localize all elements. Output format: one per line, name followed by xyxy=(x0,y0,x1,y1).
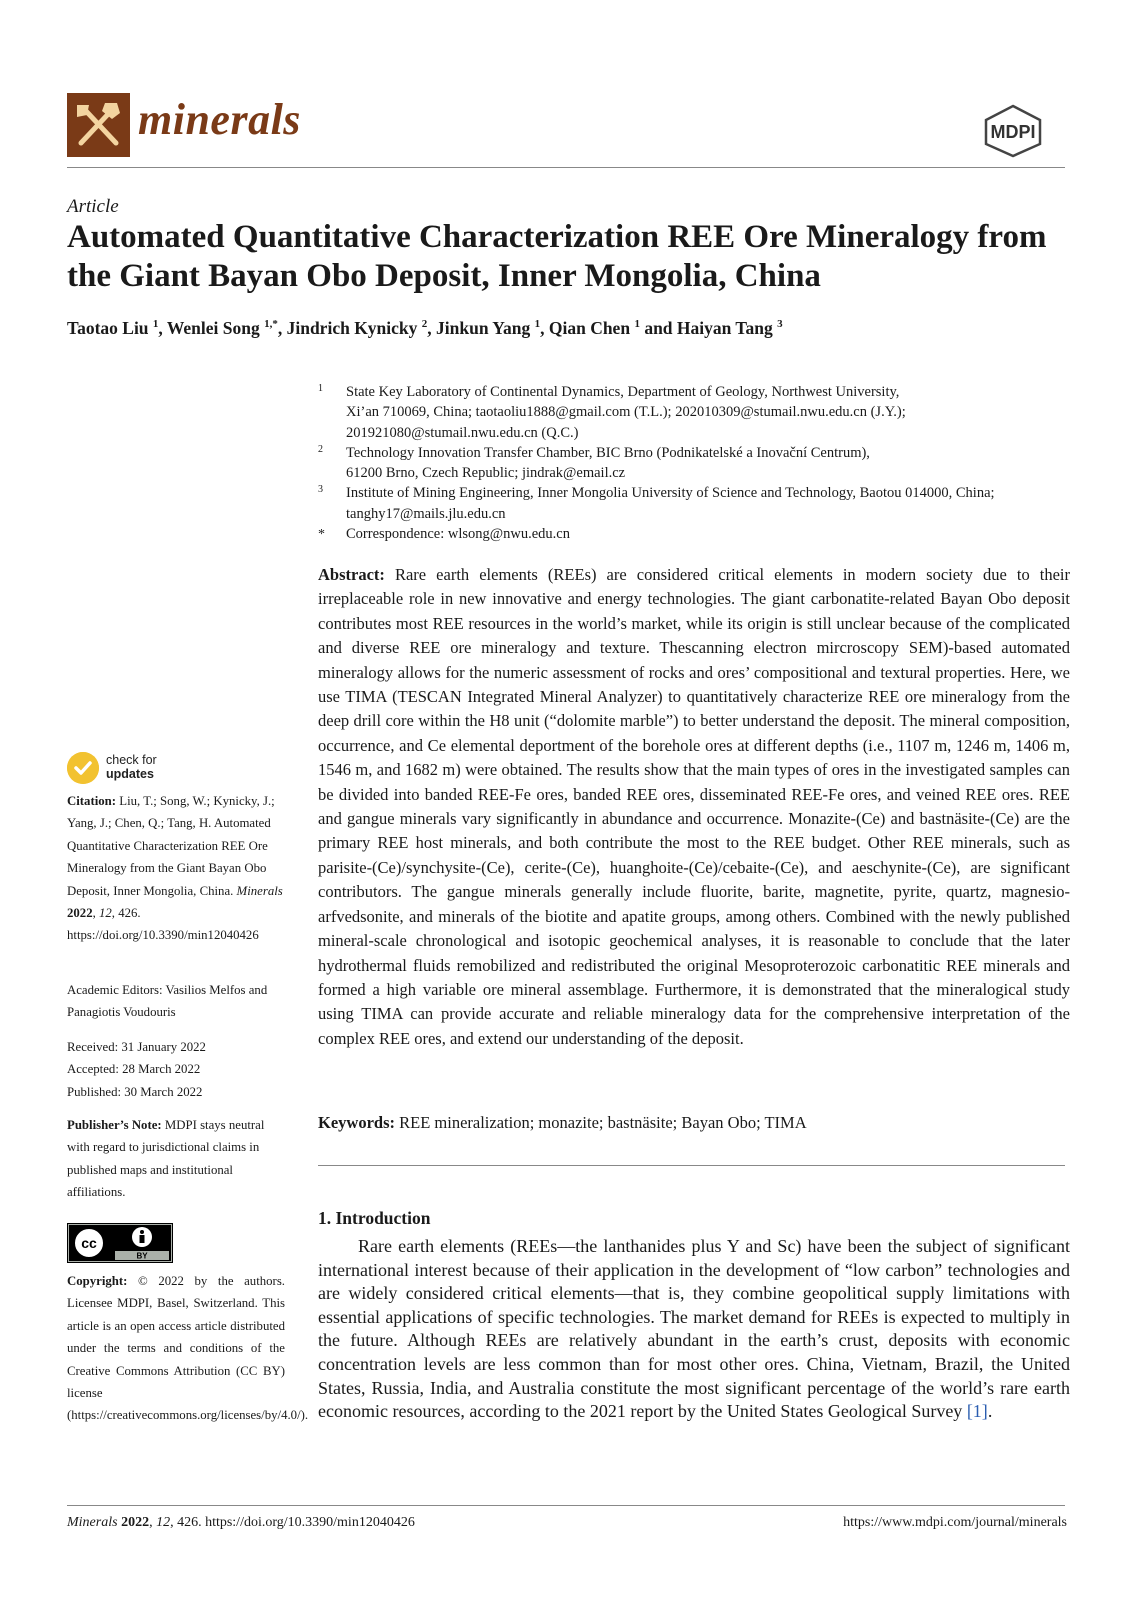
author-affiliation-mark: 1 xyxy=(152,318,159,331)
keywords-text: REE mineralization; monazite; bastnäsite; Bayan Obo; TIMA xyxy=(399,1113,807,1132)
affiliation-mark: * xyxy=(318,527,325,543)
author-affiliation-mark: 3 xyxy=(777,318,783,331)
citation-doi[interactable]: , 426. https://doi.org/10.3390/min12040426 xyxy=(67,906,259,943)
author-list: Taotao Liu $^1$, Wenlei Song $^{1,*}$, Jindrich Kynicky $^2$, Jinkun Yang $^1$, Qian Chen $^1$ and Haiyan Tang $^3$ xyxy=(67,318,783,338)
affiliation-mark: 2 xyxy=(318,443,323,455)
mdpi-logo-icon[interactable] xyxy=(982,104,1044,158)
pubnote-text: MDPI stays neutral with regard to jurisdictional claims in published maps and institutional affiliations. xyxy=(67,1118,265,1200)
affiliation-line: Institute of Mining Engineering, Inner Mongolia University of Science and Technology, Baotou 014000, China; xyxy=(346,485,995,502)
citation-year: 2022 xyxy=(67,906,93,921)
abstract xyxy=(318,563,1070,1051)
publishers-note xyxy=(67,1114,287,1204)
intro-text: Rare earth elements (REEs—the lanthanides plus Y and Sc) have been the subject of significant international interest because of their application in the development of “low carbon” technologies and are widely considered critical elements—that is, they combine geopolitical supply limitations with essential applications of specific technologies. The market demand for REEs is expected to multiply in the future. Although REEs are relatively abundant in the earth’s crust, deposits with economic concentration levels are less common than for most other ores. China, Vietnam, Brazil, the United States, Russia, India, and Australia constitute the most significant percentage of the world’s rare earth economic resources, according to the 2021 report by the United States Geological Survey xyxy=(318,1236,1070,1422)
citation-volume: 12 xyxy=(99,906,112,921)
received-date: Received: 31 January 2022 xyxy=(67,1040,206,1054)
abstract-text: Rare earth elements (REEs) are considered critical elements in modern society due to their irreplaceable role in new innovative and energy technologies. The giant carbonatite-related Bayan Obo deposit contributes most REE resources in the world’s market, while its origin is still unclear because of the complicated and diverse REE ore mineralogy and texture. Thescanning electron mircroscopy SEM)-based automated mineralogy allows for the numeric assessment of rocks and ores’ compositional and textural properties. Here, we use TIMA (TESCAN Integrated Mineral Analyzer) to quantitatively characterize REE ore mineralogy from the deep drill core within the H8 unit (“dolomite marble”) to better understand the deposit. The mineral composition, occurrence, and Ce elemental deportment of the borehole ores at different depths (i.e., 1107 m, 1246 m, 1406 m, 1546 m, and 1682 m) were obtained. The results show that the main types of ores in the investigated samples can be divided into banded REE-Fe ores, banded REE ores, disseminated REE-Fe ores, and veined REE ores. REE and gangue minerals vary significantly in abundance and occurrence. Monazite-(Ce) and bastnäsite-(Ce) are the primary REE host minerals, and both contribute the most to the REE budget. Other REE minerals, such as parisite-(Ce)/synchysite-(Ce), cerite-(Ce), huanghoite-(Ce)/cebaite-(Ce), and aeschynite-(Ce), are significant contributors. The gangue minerals generally include fluorite, barite, magnetite, pyrite, quartz, magnesio-arfvedsonite, and minerals of the biotite and apatite groups, among others. Combined with the newly published mineral-scale chronological and isotopic geochemical analyses, it is reasonable to conclude that the later hydrothermal fluids remobilized and redistributed the original Mesoproterozoic carbonatitic REE minerals and formed a high variable ore mineral assemblage. Furthermore, it is demonstrated that the mineralogical study using TIMA can provide accurate and reliable mineralogy data for the comprehensive interpretation of the complex REE ores, and extend our understanding of the deposit. xyxy=(318,565,1070,1048)
journal-url-link[interactable]: https://www.mdpi.com/journal/minerals xyxy=(843,1515,1067,1530)
section-heading: 1. Introduction xyxy=(318,1208,431,1228)
affiliation-line: Correspondence: wlsong@nwu.edu.cn xyxy=(346,526,570,543)
author-affiliation-mark: 2 xyxy=(421,318,428,331)
citation-label: Citation: xyxy=(67,794,117,808)
intro-paragraph xyxy=(318,1235,1070,1424)
section-rule xyxy=(318,1165,1065,1166)
dates xyxy=(67,1036,287,1103)
check-line-2: updates xyxy=(106,767,154,781)
footer-journal: Minerals xyxy=(67,1515,118,1530)
affiliation xyxy=(318,483,1074,524)
published-date: Published: 30 March 2022 xyxy=(67,1084,203,1099)
affiliation-line: tanghy17@mails.jlu.edu.cn xyxy=(346,505,506,522)
publisher-logo-text: MDPI xyxy=(990,122,1036,142)
author-affiliation-mark: 1 xyxy=(534,318,541,331)
author-name: Haiyan Tang xyxy=(676,318,778,338)
paper-title: Automated Quantitative Characterization REE Ore Mineralogy from the Giant Bayan Obo Deposit, Inner Mongolia, China xyxy=(67,219,1047,294)
reference-link[interactable]: [1] xyxy=(966,1401,988,1422)
author-affiliation-mark: 1,* xyxy=(264,318,278,331)
keywords-label: Keywords: xyxy=(318,1113,395,1132)
author-name: Wenlei Song xyxy=(166,318,265,338)
affiliation-mark: 3 xyxy=(318,484,323,496)
copyright xyxy=(67,1270,309,1427)
copyright-text: © 2022 by the authors. Licensee MDPI, Basel, Switzerland. This article is an open access article distributed under the terms and conditions of the Creative Commons Attribution (CC BY) license (https://creativecommons.org/licenses/by/4.0/). xyxy=(67,1274,309,1423)
affiliation xyxy=(318,524,1074,544)
check-line-1: check for xyxy=(106,753,157,767)
check-updates-button[interactable] xyxy=(67,752,197,786)
pubnote-label: Publisher’s Note: xyxy=(67,1118,162,1132)
footer-doi[interactable]: , 426. https://doi.org/10.3390/min12040426 xyxy=(170,1515,415,1530)
article-type: Article xyxy=(67,196,119,217)
affiliation-line: 61200 Brno, Czech Republic; jindrak@email.cz xyxy=(346,465,626,482)
author-name: Jinkun Yang xyxy=(436,318,535,338)
footer-citation: Minerals 2022, 12, 426. https://doi.org/10.3390/min12040426 xyxy=(67,1515,415,1530)
cc-by-license-icon[interactable] xyxy=(67,1223,173,1263)
academic-editors: Academic Editors: Vasilios Melfos and Panagiotis Voudouris xyxy=(67,983,268,1020)
svg-text:cc: cc xyxy=(81,1235,97,1251)
author-name: Qian Chen xyxy=(548,318,635,338)
footer-rule xyxy=(67,1505,1065,1506)
abstract-label: Abstract: xyxy=(318,565,385,584)
check-icon xyxy=(67,752,99,784)
affiliation-mark: 1 xyxy=(318,383,323,394)
author-affiliation-mark: 1 xyxy=(634,318,640,331)
affiliation-line: 201921080@stumail.nwu.edu.cn (Q.C.) xyxy=(346,424,579,441)
header-rule xyxy=(67,167,1065,168)
affiliation xyxy=(318,382,1074,443)
affiliation xyxy=(318,443,1074,484)
copyright-label: Copyright: xyxy=(67,1274,128,1288)
author-name: Jindrich Kynicky xyxy=(286,318,422,338)
affiliation-line: Technology Innovation Transfer Chamber, BIC Brno (Podnikatelské a Inovační Centrum), xyxy=(346,444,870,461)
footer-volume: 12 xyxy=(156,1515,171,1530)
affiliations xyxy=(318,382,1074,544)
affiliation-line: Xi’an 710069, China; taotaoliu1888@gmail.com (T.L.); 202010309@stumail.nwu.edu.cn (J.Y.); xyxy=(346,404,906,421)
footer-year: 2022 xyxy=(121,1515,150,1530)
cc-by-label: BY xyxy=(136,1251,148,1261)
keywords xyxy=(318,1113,1070,1133)
check-updates-label xyxy=(106,753,157,781)
intro-end: . xyxy=(987,1401,993,1422)
citation: Citation: Liu, T.; Song, W.; Kynicky, J.; Yang, J.; Chen, Q.; Tang, H. Automated Quantitative Characterization REE Ore Mineralogy from the Giant Bayan Obo Deposit, Inner Mongolia, China. Minerals 2022, 12, 426. https://doi.org/10.3390/min12040426 xyxy=(67,794,283,943)
accepted-date: Accepted: 28 March 2022 xyxy=(67,1062,201,1077)
author-name: Taotao Liu xyxy=(67,318,153,338)
citation-text: Liu, T.; Song, W.; Kynicky, J.; Yang, J.; Chen, Q.; Tang, H. Automated Quantitative Characterization REE Ore Mineralogy from the Giant Bayan Obo Deposit, Inner Mongolia, China. xyxy=(67,794,275,898)
journal-title: minerals xyxy=(138,95,301,144)
citation-journal: Minerals xyxy=(236,883,283,898)
affiliation-line: State Key Laboratory of Continental Dynamics, Department of Geology, Northwest University, xyxy=(346,384,900,400)
journal-logo-icon xyxy=(67,93,130,157)
